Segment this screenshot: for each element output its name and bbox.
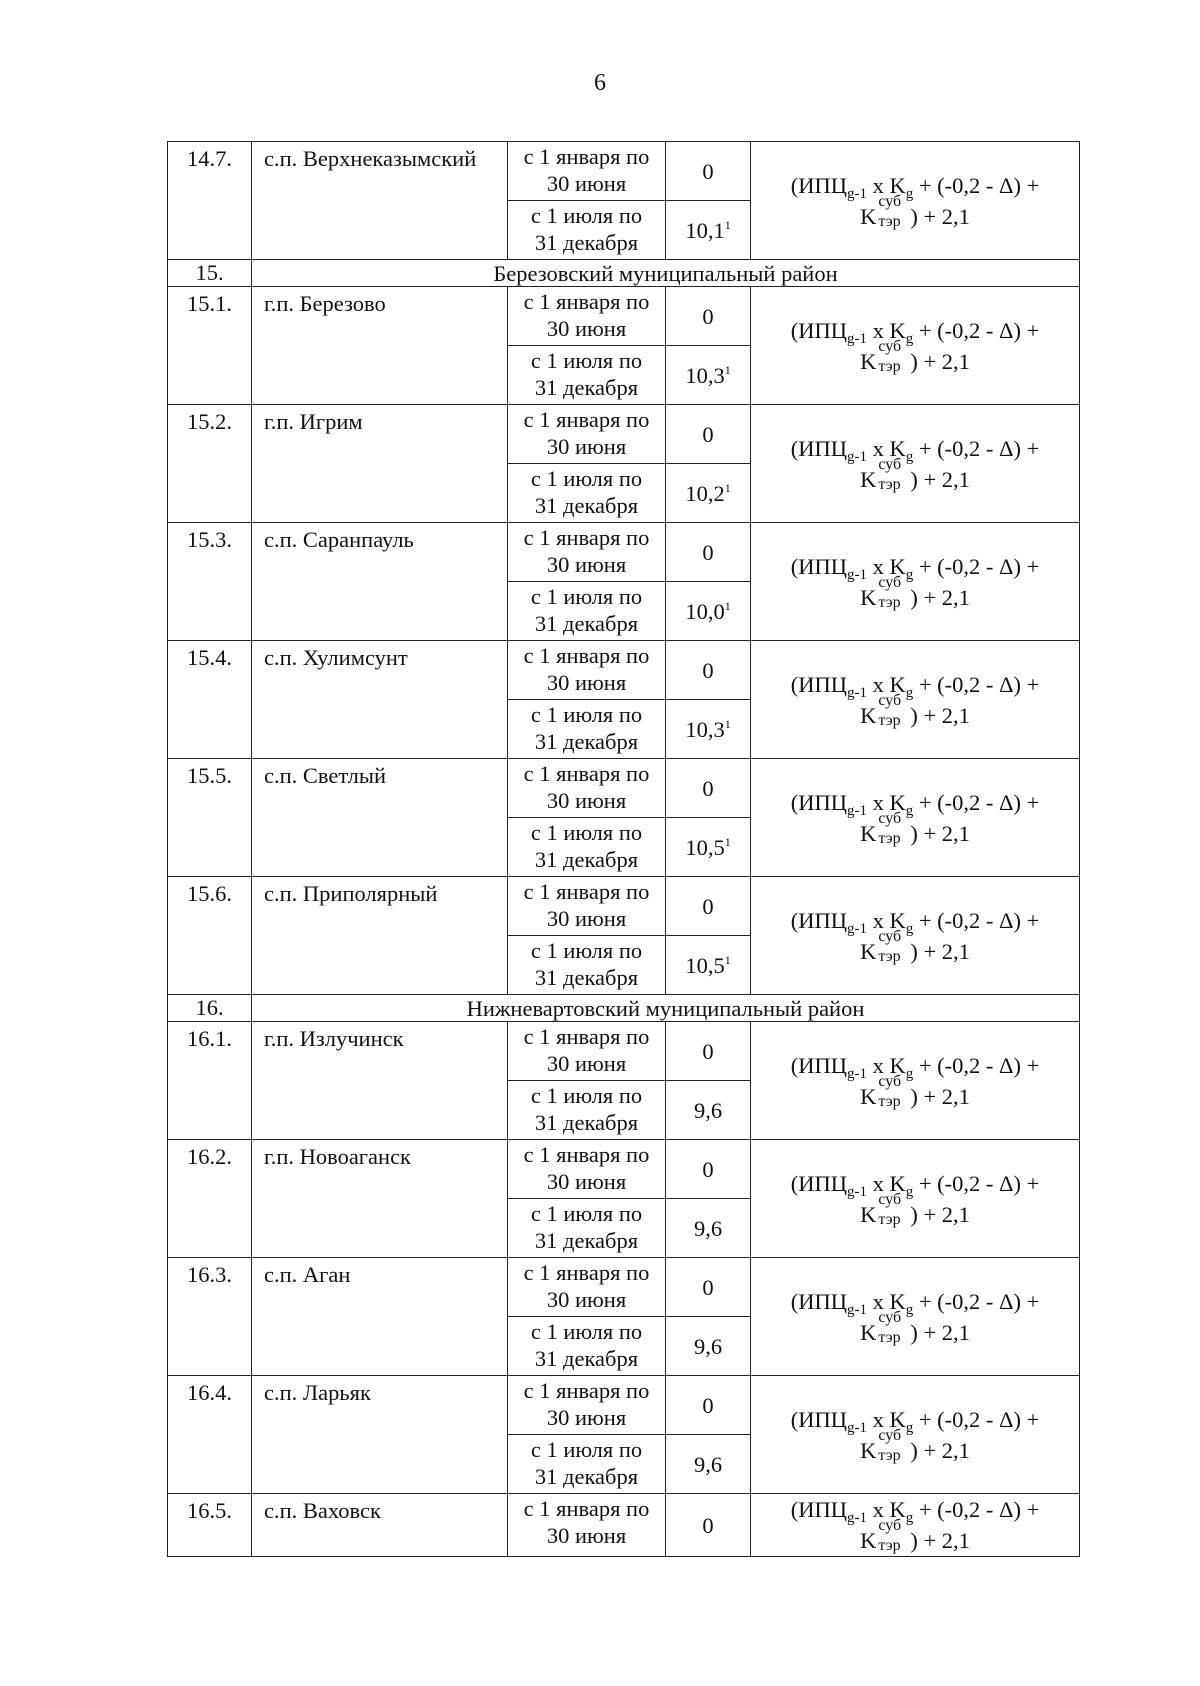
- formula-cell: [751, 523, 1080, 641]
- formula-tail-1: + (-0,2 - Δ) +: [913, 435, 1040, 461]
- period-line-1: с 1 января по: [523, 289, 650, 314]
- period-line-2: 30 июня: [546, 1523, 627, 1548]
- row-number: 16.2.: [168, 1140, 252, 1258]
- formula-k: x K: [866, 1052, 906, 1078]
- period-line-2: 31 декабря: [534, 493, 639, 518]
- period-cell: [508, 346, 666, 405]
- table-row: [168, 1258, 1080, 1317]
- value-cell: [666, 1435, 751, 1494]
- period-line-1: с 1 января по: [523, 1024, 650, 1049]
- formula-k-subscript: g: [905, 566, 914, 583]
- formula-ipc-subscript: g-1: [846, 920, 867, 937]
- formula-k-ter-subscript: тэр: [878, 947, 901, 965]
- period-cell: [508, 1140, 666, 1199]
- row-number: 16.4.: [168, 1376, 252, 1494]
- formula-line-1: [751, 669, 1079, 700]
- formula-ipc-subscript: g-1: [846, 566, 867, 583]
- formula-ipc: (ИПЦ: [790, 317, 847, 343]
- formula-k-subscript: g: [905, 1510, 914, 1526]
- formula-tail-1: + (-0,2 - Δ) +: [913, 1288, 1040, 1314]
- formula-cell: [751, 641, 1080, 759]
- row-number: 15.6.: [168, 877, 252, 995]
- formula-k-ter-subscript: тэр: [878, 711, 901, 729]
- value-text: 9,6: [693, 1097, 723, 1123]
- period-cell: [508, 1199, 666, 1258]
- table-row: [168, 523, 1080, 582]
- formula-k-ter-subscript: тэр: [878, 1446, 901, 1464]
- formula-line-1: [751, 551, 1079, 582]
- formula-k-subscript: g: [905, 802, 914, 819]
- settlement-name: с.п. Приполярный: [252, 877, 508, 995]
- row-number: 16.5.: [168, 1494, 252, 1557]
- table-row: [168, 877, 1080, 936]
- period-line-1: с 1 июля по: [530, 584, 643, 609]
- formula-k: x K: [866, 1170, 906, 1196]
- period-line-2: 31 декабря: [534, 1228, 639, 1253]
- period-cell: [508, 759, 666, 818]
- formula-k: x K: [866, 1406, 906, 1432]
- formula-tail-2: ) + 2,1: [910, 1528, 970, 1553]
- formula-k-ter: K: [860, 466, 877, 492]
- formula-tail-2: ) + 2,1: [910, 820, 970, 846]
- footnote-marker: 1: [724, 217, 731, 232]
- formula-k-superscript: суб: [878, 1308, 902, 1326]
- formula-line-1: [751, 1168, 1079, 1199]
- footnote-marker: 1: [724, 362, 731, 377]
- value-cell: [666, 1199, 751, 1258]
- period-line-2: 30 июня: [546, 171, 627, 196]
- formula-k-ter: K: [860, 584, 877, 610]
- period-cell: [508, 1376, 666, 1435]
- row-number: 15.1.: [168, 287, 252, 405]
- period-cell: [508, 201, 666, 260]
- formula-cell: [751, 1140, 1080, 1258]
- formula-k-subscript: g: [905, 920, 914, 937]
- value-cell: 0: [666, 877, 751, 936]
- formula-cell: [751, 1022, 1080, 1140]
- value-text: 10,5: [685, 834, 725, 860]
- formula-k-superscript: суб: [878, 691, 902, 709]
- formula-cell: [751, 1258, 1080, 1376]
- period-cell: [508, 1081, 666, 1140]
- formula-tail-1: + (-0,2 - Δ) +: [913, 789, 1040, 815]
- formula-k-indices: [876, 455, 910, 493]
- formula-k-ter: K: [860, 1319, 877, 1345]
- formula-k-ter: K: [860, 203, 877, 229]
- period-line-1: с 1 января по: [523, 1496, 650, 1521]
- period-line-1: с 1 января по: [523, 407, 650, 432]
- settlement-name: г.п. Березово: [252, 287, 508, 405]
- formula-tail-2: ) + 2,1: [910, 348, 970, 374]
- period-line-1: с 1 июля по: [530, 938, 643, 963]
- table-row: [168, 1494, 1080, 1557]
- formula-tail-1: + (-0,2 - Δ) +: [913, 172, 1040, 198]
- period-line-2: 30 июня: [546, 434, 627, 459]
- value-text: 10,3: [685, 716, 725, 742]
- period-cell: [508, 142, 666, 201]
- district-number: 16.: [168, 995, 252, 1022]
- settlement-name: с.п. Ваховск: [252, 1494, 508, 1557]
- settlement-name: с.п. Светлый: [252, 759, 508, 877]
- value-text: 10,1: [685, 217, 725, 243]
- value-cell: 0: [666, 142, 751, 201]
- formula-k-superscript: суб: [878, 1072, 902, 1090]
- formula-tail-1: + (-0,2 - Δ) +: [913, 1170, 1040, 1196]
- table-row: [168, 759, 1080, 818]
- formula-k-ter: K: [860, 348, 877, 374]
- value-cell: [666, 1317, 751, 1376]
- period-cell: [508, 405, 666, 464]
- settlement-name: с.п. Аган: [252, 1258, 508, 1376]
- row-number: 15.3.: [168, 523, 252, 641]
- formula-line-1: [751, 1404, 1079, 1435]
- period-cell: [508, 523, 666, 582]
- formula-k: x K: [866, 172, 906, 198]
- formula-tail-1: + (-0,2 - Δ) +: [913, 1052, 1040, 1078]
- formula-k: x K: [866, 553, 906, 579]
- formula-k-ter-subscript: тэр: [878, 357, 901, 375]
- period-cell: [508, 464, 666, 523]
- value-cell: 0: [666, 641, 751, 700]
- formula-ipc-subscript: g-1: [846, 802, 867, 819]
- formula-cell: [751, 405, 1080, 523]
- value-text: 9,6: [693, 1333, 723, 1359]
- formula-k: x K: [866, 317, 906, 343]
- formula-ipc-subscript: g-1: [846, 330, 867, 347]
- formula-k-superscript: суб: [878, 192, 902, 210]
- formula-ipc-subscript: g-1: [846, 1510, 867, 1526]
- district-number: 15.: [168, 260, 252, 287]
- formula-tail-2: ) + 2,1: [910, 584, 970, 610]
- value-cell: [666, 464, 751, 523]
- period-line-1: с 1 июля по: [530, 348, 643, 373]
- value-text: 10,2: [685, 480, 725, 506]
- formula-k-indices: [876, 1308, 910, 1346]
- settlement-name: с.п. Ларьяк: [252, 1376, 508, 1494]
- formula-k-ter-subscript: тэр: [878, 1210, 901, 1228]
- formula-line-1: [751, 1050, 1079, 1081]
- period-line-1: с 1 января по: [523, 1378, 650, 1403]
- tariff-table: [167, 141, 1080, 1557]
- formula-ipc: (ИПЦ: [790, 553, 847, 579]
- period-line-2: 31 декабря: [534, 965, 639, 990]
- period-line-2: 30 июня: [546, 1287, 627, 1312]
- formula-tail-1: + (-0,2 - Δ) +: [913, 553, 1040, 579]
- period-line-2: 31 декабря: [534, 847, 639, 872]
- period-line-2: 30 июня: [546, 670, 627, 695]
- formula-k-subscript: g: [905, 330, 914, 347]
- period-line-2: 30 июня: [546, 1169, 627, 1194]
- row-number: 15.2.: [168, 405, 252, 523]
- row-number: 14.7.: [168, 142, 252, 260]
- formula-k-superscript: суб: [878, 927, 902, 945]
- period-line-2: 31 декабря: [534, 1110, 639, 1135]
- period-line-2: 31 декабря: [534, 1464, 639, 1489]
- value-cell: 0: [666, 759, 751, 818]
- period-line-2: 30 июня: [546, 1051, 627, 1076]
- formula-k-indices: [876, 1426, 910, 1464]
- formula-k: x K: [866, 1288, 906, 1314]
- period-cell: [508, 877, 666, 936]
- formula-ipc: (ИПЦ: [790, 1170, 847, 1196]
- formula-line-1: [751, 787, 1079, 818]
- value-cell: 0: [666, 1376, 751, 1435]
- formula-line-1: [751, 315, 1079, 346]
- value-cell: 0: [666, 287, 751, 346]
- period-line-2: 31 декабря: [534, 230, 639, 255]
- formula-k-subscript: g: [905, 448, 914, 465]
- period-line-1: с 1 января по: [523, 144, 650, 169]
- value-text: 9,6: [693, 1215, 723, 1241]
- formula-ipc: (ИПЦ: [790, 172, 847, 198]
- formula-line-1: [751, 905, 1079, 936]
- value-text: 9,6: [693, 1451, 723, 1477]
- formula-k-superscript: суб: [878, 573, 902, 591]
- formula-k-ter-subscript: тэр: [878, 829, 901, 847]
- table-row: [168, 142, 1080, 201]
- formula-ipc-subscript: g-1: [846, 684, 867, 701]
- period-line-1: с 1 июля по: [530, 702, 643, 727]
- formula-cell: [751, 759, 1080, 877]
- formula-k-ter-subscript: тэр: [878, 475, 901, 493]
- formula-k-ter-subscript: тэр: [878, 212, 901, 230]
- formula-k-subscript: g: [905, 185, 914, 202]
- period-line-1: с 1 июля по: [530, 1201, 643, 1226]
- period-cell: [508, 936, 666, 995]
- formula-cell: [751, 142, 1080, 260]
- row-number: 15.5.: [168, 759, 252, 877]
- period-line-2: 31 декабря: [534, 729, 639, 754]
- formula-tail-2: ) + 2,1: [910, 1319, 970, 1345]
- formula-ipc: (ИПЦ: [790, 671, 847, 697]
- formula-k-ter: K: [860, 1201, 877, 1227]
- formula-cell: [751, 1494, 1080, 1557]
- table-row: [168, 1140, 1080, 1199]
- value-cell: [666, 818, 751, 877]
- value-cell: [666, 346, 751, 405]
- period-cell: [508, 1317, 666, 1376]
- formula-ipc-subscript: g-1: [846, 1419, 867, 1436]
- formula-k-ter: K: [860, 702, 877, 728]
- formula-line-1: [751, 1286, 1079, 1317]
- period-cell: [508, 641, 666, 700]
- formula-k-ter-subscript: тэр: [878, 593, 901, 611]
- row-number: 15.4.: [168, 641, 252, 759]
- district-row: [168, 260, 1080, 287]
- formula-k-ter: K: [860, 1437, 877, 1463]
- period-line-1: с 1 января по: [523, 525, 650, 550]
- formula-k-superscript: суб: [878, 1517, 902, 1534]
- footnote-marker: 1: [724, 598, 731, 613]
- settlement-name: г.п. Игрим: [252, 405, 508, 523]
- value-cell: [666, 201, 751, 260]
- table-row: [168, 287, 1080, 346]
- formula-k-subscript: g: [905, 1183, 914, 1200]
- period-line-1: с 1 января по: [523, 1142, 650, 1167]
- settlement-name: г.п. Излучинск: [252, 1022, 508, 1140]
- settlement-name: с.п. Саранпауль: [252, 523, 508, 641]
- period-line-1: с 1 июля по: [530, 1437, 643, 1462]
- district-title: Нижневартовский муниципальный район: [252, 995, 1080, 1022]
- formula-k: x K: [866, 435, 906, 461]
- value-cell: [666, 582, 751, 641]
- table-row: [168, 1376, 1080, 1435]
- period-line-1: с 1 января по: [523, 761, 650, 786]
- value-cell: 0: [666, 1140, 751, 1199]
- period-line-1: с 1 июля по: [530, 203, 643, 228]
- value-text: 10,3: [685, 362, 725, 388]
- formula-tail-2: ) + 2,1: [910, 466, 970, 492]
- period-line-1: с 1 июля по: [530, 466, 643, 491]
- formula-ipc: (ИПЦ: [790, 789, 847, 815]
- formula-ipc-subscript: g-1: [846, 1065, 867, 1082]
- formula-k-indices: [876, 927, 910, 965]
- value-cell: [666, 700, 751, 759]
- formula-ipc: (ИПЦ: [790, 435, 847, 461]
- formula-ipc: (ИПЦ: [790, 1406, 847, 1432]
- formula-k-superscript: суб: [878, 337, 902, 355]
- formula-k-subscript: g: [905, 1419, 914, 1436]
- value-text: 10,5: [685, 952, 725, 978]
- formula-tail-1: + (-0,2 - Δ) +: [913, 1497, 1040, 1522]
- formula-k-indices: [876, 337, 910, 375]
- period-cell: [508, 582, 666, 641]
- period-line-1: с 1 января по: [523, 1260, 650, 1285]
- period-cell: [508, 818, 666, 877]
- formula-k-subscript: g: [905, 1301, 914, 1318]
- formula-k-ter: K: [860, 1528, 877, 1553]
- formula-k: x K: [866, 789, 906, 815]
- row-number: 16.1.: [168, 1022, 252, 1140]
- footnote-marker: 1: [724, 716, 731, 731]
- formula-line-1: [751, 433, 1079, 464]
- value-cell: 0: [666, 405, 751, 464]
- formula-k-indices: [876, 573, 910, 611]
- table-row: [168, 641, 1080, 700]
- period-line-1: с 1 июля по: [530, 820, 643, 845]
- formula-k: x K: [866, 671, 906, 697]
- formula-cell: [751, 877, 1080, 995]
- page-number: 6: [594, 70, 606, 96]
- value-cell: 0: [666, 523, 751, 582]
- period-line-2: 30 июня: [546, 906, 627, 931]
- formula-k-indices: [876, 192, 910, 230]
- formula-ipc: (ИПЦ: [790, 907, 847, 933]
- row-number: 16.3.: [168, 1258, 252, 1376]
- formula-tail-2: ) + 2,1: [910, 702, 970, 728]
- footnote-marker: 1: [724, 952, 731, 967]
- period-line-2: 31 декабря: [534, 611, 639, 636]
- period-cell: [508, 1258, 666, 1317]
- formula-tail-1: + (-0,2 - Δ) +: [913, 317, 1040, 343]
- formula-k-superscript: суб: [878, 1190, 902, 1208]
- formula-ipc: (ИПЦ: [790, 1052, 847, 1078]
- period-cell: [508, 1435, 666, 1494]
- table-body: [168, 142, 1080, 1557]
- footnote-marker: 1: [724, 480, 731, 495]
- period-line-1: с 1 января по: [523, 879, 650, 904]
- period-line-2: 30 июня: [546, 552, 627, 577]
- value-cell: 0: [666, 1022, 751, 1081]
- value-cell: 0: [666, 1494, 751, 1557]
- period-line-2: 31 декабря: [534, 1346, 639, 1371]
- settlement-name: с.п. Хулимсунт: [252, 641, 508, 759]
- value-cell: [666, 1081, 751, 1140]
- period-line-1: с 1 июля по: [530, 1319, 643, 1344]
- formula-tail-2: ) + 2,1: [910, 1437, 970, 1463]
- district-row: [168, 995, 1080, 1022]
- table-row: [168, 405, 1080, 464]
- formula-k-superscript: суб: [878, 809, 902, 827]
- formula-cell: [751, 287, 1080, 405]
- formula-k: x K: [866, 907, 906, 933]
- formula-k-indices: [876, 809, 910, 847]
- value-cell: 0: [666, 1258, 751, 1317]
- formula-cell: [751, 1376, 1080, 1494]
- formula-ipc-subscript: g-1: [846, 185, 867, 202]
- period-line-2: 30 июня: [546, 316, 627, 341]
- footnote-marker: 1: [724, 834, 731, 849]
- formula-k: x K: [866, 1497, 906, 1522]
- formula-k-ter-subscript: тэр: [878, 1092, 901, 1110]
- formula-k-subscript: g: [905, 684, 914, 701]
- formula-tail-2: ) + 2,1: [910, 1083, 970, 1109]
- formula-k-ter-subscript: тэр: [878, 1537, 901, 1554]
- formula-k-indices: [876, 1517, 910, 1554]
- formula-k-indices: [876, 1190, 910, 1228]
- table-row: [168, 1022, 1080, 1081]
- settlement-name: с.п. Верхнеказымский: [252, 142, 508, 260]
- value-text: 10,0: [685, 598, 725, 624]
- formula-ipc: (ИПЦ: [790, 1497, 847, 1522]
- formula-line-1: [751, 170, 1079, 201]
- value-cell: [666, 936, 751, 995]
- period-cell: [508, 700, 666, 759]
- formula-tail-1: + (-0,2 - Δ) +: [913, 671, 1040, 697]
- district-title: Березовский муниципальный район: [252, 260, 1080, 287]
- period-line-2: 30 июня: [546, 1405, 627, 1430]
- formula-k-superscript: суб: [878, 1426, 902, 1444]
- settlement-name: г.п. Новоаганск: [252, 1140, 508, 1258]
- period-line-1: с 1 января по: [523, 643, 650, 668]
- formula-line-1: [751, 1494, 1079, 1525]
- formula-tail-2: ) + 2,1: [910, 938, 970, 964]
- formula-ipc: (ИПЦ: [790, 1288, 847, 1314]
- period-cell: [508, 1494, 666, 1557]
- formula-k-subscript: g: [905, 1065, 914, 1082]
- period-cell: [508, 1022, 666, 1081]
- formula-ipc-subscript: g-1: [846, 1183, 867, 1200]
- formula-tail-1: + (-0,2 - Δ) +: [913, 907, 1040, 933]
- period-cell: [508, 287, 666, 346]
- formula-tail-2: ) + 2,1: [910, 203, 970, 229]
- formula-k-ter: K: [860, 1083, 877, 1109]
- formula-tail-2: ) + 2,1: [910, 1201, 970, 1227]
- period-line-2: 30 июня: [546, 788, 627, 813]
- formula-k-ter-subscript: тэр: [878, 1328, 901, 1346]
- formula-k-indices: [876, 691, 910, 729]
- formula-k-superscript: суб: [878, 455, 902, 473]
- formula-k-ter: K: [860, 820, 877, 846]
- formula-ipc-subscript: g-1: [846, 448, 867, 465]
- formula-k-indices: [876, 1072, 910, 1110]
- formula-k-ter: K: [860, 938, 877, 964]
- period-line-1: с 1 июля по: [530, 1083, 643, 1108]
- formula-tail-1: + (-0,2 - Δ) +: [913, 1406, 1040, 1432]
- formula-ipc-subscript: g-1: [846, 1301, 867, 1318]
- period-line-2: 31 декабря: [534, 375, 639, 400]
